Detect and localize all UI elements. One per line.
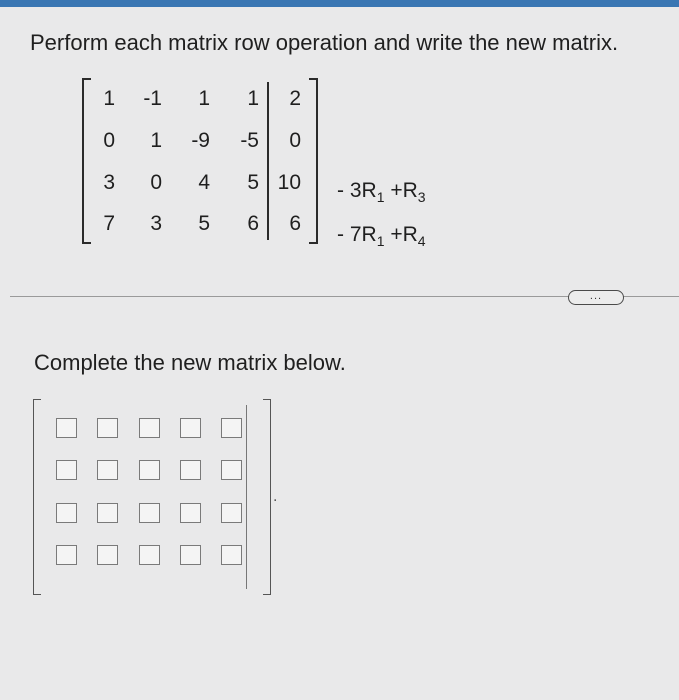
matrix-cell: 6	[247, 212, 259, 235]
op-target-subscript: 3	[417, 189, 426, 205]
row-operations	[337, 172, 426, 260]
answer-input-r1c3[interactable]	[139, 418, 160, 438]
matrix-cell: 1	[150, 129, 162, 152]
answer-matrix	[33, 399, 271, 595]
matrix-cell: -5	[240, 129, 259, 152]
matrix-row-1	[82, 84, 318, 114]
answer-right-bracket	[263, 399, 271, 595]
question-prompt: Perform each matrix row operation and write the new matrix.	[30, 30, 619, 55]
top-accent-bar	[0, 0, 679, 7]
answer-input-r2c3[interactable]	[139, 460, 160, 480]
answer-input-r1c1[interactable]	[56, 418, 77, 438]
row-operation-2	[337, 216, 426, 260]
matrix-cell: 1	[103, 87, 115, 110]
answer-input-r4c3[interactable]	[139, 545, 160, 565]
matrix-cell: -1	[143, 87, 162, 110]
answer-input-r1c2[interactable]	[97, 418, 118, 438]
matrix-cell: 0	[289, 129, 301, 152]
answer-input-r3c3[interactable]	[139, 503, 160, 523]
matrix-row-2	[82, 126, 318, 156]
answer-augment-line	[246, 405, 247, 589]
matrix-cell: 5	[247, 171, 259, 194]
matrix-cell: 3	[103, 171, 115, 194]
matrix-cell: 7	[103, 212, 115, 235]
row-operation-1	[337, 172, 426, 216]
matrix-cell: 0	[103, 129, 115, 152]
answer-input-r4c5[interactable]	[221, 545, 242, 565]
matrix-cell: 5	[198, 212, 210, 235]
answer-input-r3c2[interactable]	[97, 503, 118, 523]
matrix-cell: 1	[198, 87, 210, 110]
op-plus: +R	[384, 179, 418, 202]
answer-input-r2c5[interactable]	[221, 460, 242, 480]
answer-prompt: Complete the new matrix below.	[34, 350, 346, 375]
op-plus: +R	[384, 223, 418, 246]
matrix-cell: 0	[150, 171, 162, 194]
op-row-subscript: 1	[376, 189, 385, 205]
op-row-subscript: 1	[376, 233, 385, 249]
period: .	[273, 488, 278, 505]
more-button[interactable]: ...	[568, 290, 624, 305]
matrix-row-3	[82, 168, 318, 198]
matrix-cell: 4	[198, 171, 210, 194]
matrix-cell: 1	[247, 87, 259, 110]
op-target-subscript: 4	[417, 233, 426, 249]
answer-input-r2c1[interactable]	[56, 460, 77, 480]
answer-input-r2c2[interactable]	[97, 460, 118, 480]
matrix-cell: -9	[191, 129, 210, 152]
op-coefficient: - 3R	[337, 179, 377, 202]
answer-input-r1c5[interactable]	[221, 418, 242, 438]
answer-input-r1c4[interactable]	[180, 418, 201, 438]
answer-input-r3c5[interactable]	[221, 503, 242, 523]
answer-input-r4c2[interactable]	[97, 545, 118, 565]
matrix-cell: 3	[150, 212, 162, 235]
answer-input-r4c4[interactable]	[180, 545, 201, 565]
answer-input-r3c4[interactable]	[180, 503, 201, 523]
answer-left-bracket	[33, 399, 41, 595]
answer-input-r2c4[interactable]	[180, 460, 201, 480]
op-coefficient: - 7R	[337, 223, 377, 246]
answer-input-r4c1[interactable]	[56, 545, 77, 565]
matrix-row-4	[82, 209, 318, 239]
matrix-cell: 6	[289, 212, 301, 235]
answer-input-r3c1[interactable]	[56, 503, 77, 523]
matrix-cell: 10	[277, 171, 301, 194]
given-matrix	[82, 78, 318, 244]
matrix-cell: 2	[289, 87, 301, 110]
